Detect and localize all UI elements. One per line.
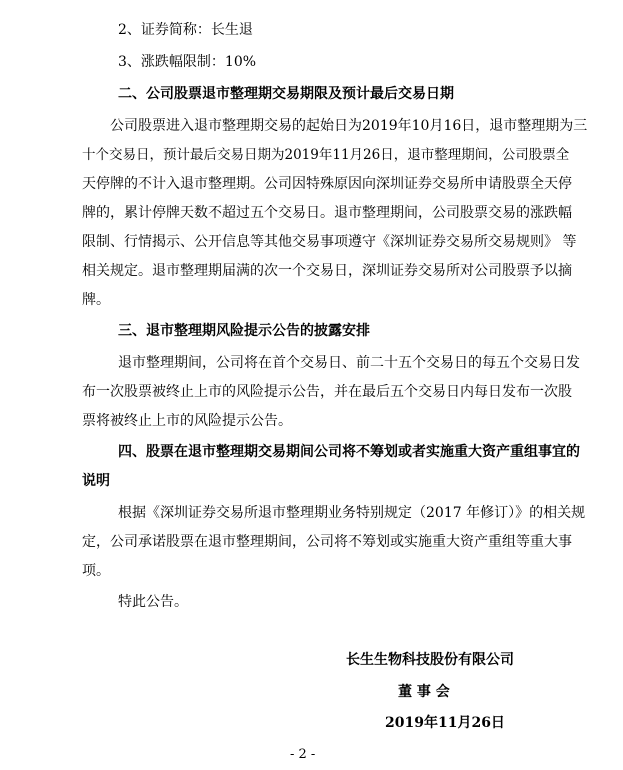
- section-2-heading: 二、公司股票退市整理期交易期限及预计最后交易日期: [118, 86, 454, 102]
- section-3-paragraph-line: 票将被终止上市的风险提示公告。: [82, 413, 292, 429]
- section-4-paragraph-line: 定，公司承诺股票在退市整理期间，公司将不筹划或实施重大资产重组等重大事: [82, 534, 572, 550]
- section-2-paragraph-line: 限制、行情揭示、公开信息等其他交易事项遵守《深圳证券交易所交易规则》 等: [82, 234, 577, 250]
- section-3-paragraph-line: 布一次股票被终止上市的风险提示公告，并在最后五个交易日内每日发布一次股: [82, 384, 572, 400]
- section-2-paragraph-line: 十个交易日，预计最后交易日期为2019年11月26日，退市整理期间，公司股票全: [82, 147, 570, 163]
- section-2-paragraph-line: 天停牌的不计入退市整理期。公司因特殊原因向深圳证券交易所申请股票全天停: [82, 176, 572, 192]
- signature-date: 2019年11月26日: [385, 715, 505, 731]
- section-3-heading: 三、退市整理期风险提示公告的披露安排: [118, 323, 370, 339]
- section-4-heading-continued: 说明: [82, 473, 110, 489]
- closing-statement: 特此公告。: [118, 594, 188, 610]
- signature-board: 董 事 会: [398, 684, 450, 700]
- list-item-price-limit: 3、涨跌幅限制：10%: [118, 54, 257, 70]
- page-number: - 2 -: [290, 747, 316, 762]
- signature-company: 长生生物科技股份有限公司: [346, 652, 514, 668]
- section-4-paragraph-line: 项。: [82, 563, 110, 579]
- section-2-paragraph-line: 牌。: [82, 292, 110, 308]
- section-4-paragraph-line: 根据《深圳证券交易所退市整理期业务特别规定（2017 年修订）》的相关规: [118, 505, 586, 521]
- list-item-security-abbreviation: 2、证券简称：长生退: [118, 22, 253, 38]
- section-2-paragraph-line: 牌的，累计停牌天数不超过五个交易日。退市整理期间，公司股票交易的涨跌幅: [82, 205, 572, 221]
- section-4-heading: 四、股票在退市整理期交易期间公司将不筹划或者实施重大资产重组事宜的: [118, 444, 580, 460]
- section-2-paragraph-line: 公司股票进入退市整理期交易的起始日为2019年10月16日，退市整理期为三: [110, 118, 588, 134]
- section-3-paragraph-line: 退市整理期间，公司将在首个交易日、前二十五个交易日的每五个交易日发: [118, 355, 580, 371]
- section-2-paragraph-line: 相关规定。退市整理期届满的次一个交易日，深圳证券交易所对公司股票予以摘: [82, 263, 572, 279]
